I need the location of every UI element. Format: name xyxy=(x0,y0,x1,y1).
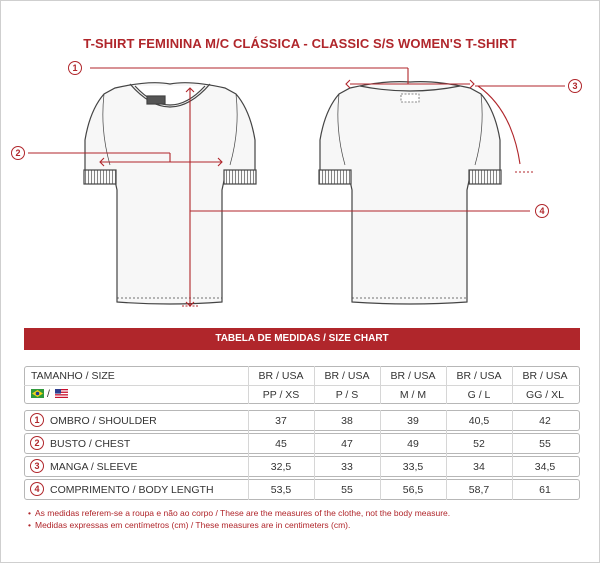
chest-p: 47 xyxy=(341,438,353,450)
size-col-pp: PP / XS xyxy=(262,389,300,401)
sleeve-pp: 32,5 xyxy=(270,461,292,473)
size-chart-header: TABELA DE MEDIDAS / SIZE CHART xyxy=(24,328,580,350)
length-g: 58,7 xyxy=(468,484,490,496)
region-label-3: BR / USA xyxy=(390,370,436,382)
sleeve-gg: 34,5 xyxy=(534,461,556,473)
marker-2: 2 xyxy=(11,146,25,160)
region-label-2: BR / USA xyxy=(324,370,370,382)
back-tshirt xyxy=(319,82,501,304)
shoulder-m: 39 xyxy=(407,415,419,427)
chest-g: 52 xyxy=(473,438,485,450)
marker-1: 1 xyxy=(68,61,82,75)
shoulder-gg: 42 xyxy=(539,415,551,427)
front-tshirt xyxy=(84,83,256,304)
row-label-body-length: COMPRIMENTO / BODY LENGTH xyxy=(50,484,214,496)
brazil-flag-icon xyxy=(31,389,44,398)
length-gg: 61 xyxy=(539,484,551,496)
row-marker-1: 1 xyxy=(30,413,44,427)
row-label-chest: BUSTO / CHEST xyxy=(50,438,131,450)
chest-m: 49 xyxy=(407,438,419,450)
flag-separator: / xyxy=(47,388,50,400)
size-col-gg: GG / XL xyxy=(526,389,564,401)
region-label-1: BR / USA xyxy=(258,370,304,382)
size-col-g: G / L xyxy=(467,389,491,401)
row-label-shoulder: OMBRO / SHOULDER xyxy=(50,415,157,427)
row-marker-4: 4 xyxy=(30,482,44,496)
chest-pp: 45 xyxy=(275,438,287,450)
length-pp: 53,5 xyxy=(270,484,292,496)
shoulder-pp: 37 xyxy=(275,415,287,427)
sleeve-g: 34 xyxy=(473,461,485,473)
size-col-m: M / M xyxy=(399,389,427,401)
chest-gg: 55 xyxy=(539,438,551,450)
size-col-p: P / S xyxy=(335,389,359,401)
row-label-sleeve: MANGA / SLEEVE xyxy=(50,461,138,473)
region-label-4: BR / USA xyxy=(456,370,502,382)
length-m: 56,5 xyxy=(402,484,424,496)
marker-4: 4 xyxy=(535,204,549,218)
page-title: T-SHIRT FEMININA M/C CLÁSSICA - CLASSIC S/S WOMEN'S T-SHIRT xyxy=(83,36,517,51)
note-2: • Medidas expressas em centímetros (cm) / These measures are in centimeters (cm). xyxy=(28,520,351,530)
garment-illustration xyxy=(0,50,600,320)
sleeve-p: 33 xyxy=(341,461,353,473)
length-p: 55 xyxy=(341,484,353,496)
region-label-5: BR / USA xyxy=(522,370,568,382)
marker-3: 3 xyxy=(568,79,582,93)
note-1: • As medidas referem-se a roupa e não ao corpo / These are the measures of the clothe, not the body measure. xyxy=(28,508,451,518)
row-marker-3: 3 xyxy=(30,459,44,473)
row-marker-2: 2 xyxy=(30,436,44,450)
size-label: TAMANHO / SIZE xyxy=(31,370,115,382)
shoulder-g: 40,5 xyxy=(468,415,490,427)
shoulder-p: 38 xyxy=(341,415,353,427)
usa-flag-icon xyxy=(55,389,68,398)
sleeve-m: 33,5 xyxy=(402,461,424,473)
